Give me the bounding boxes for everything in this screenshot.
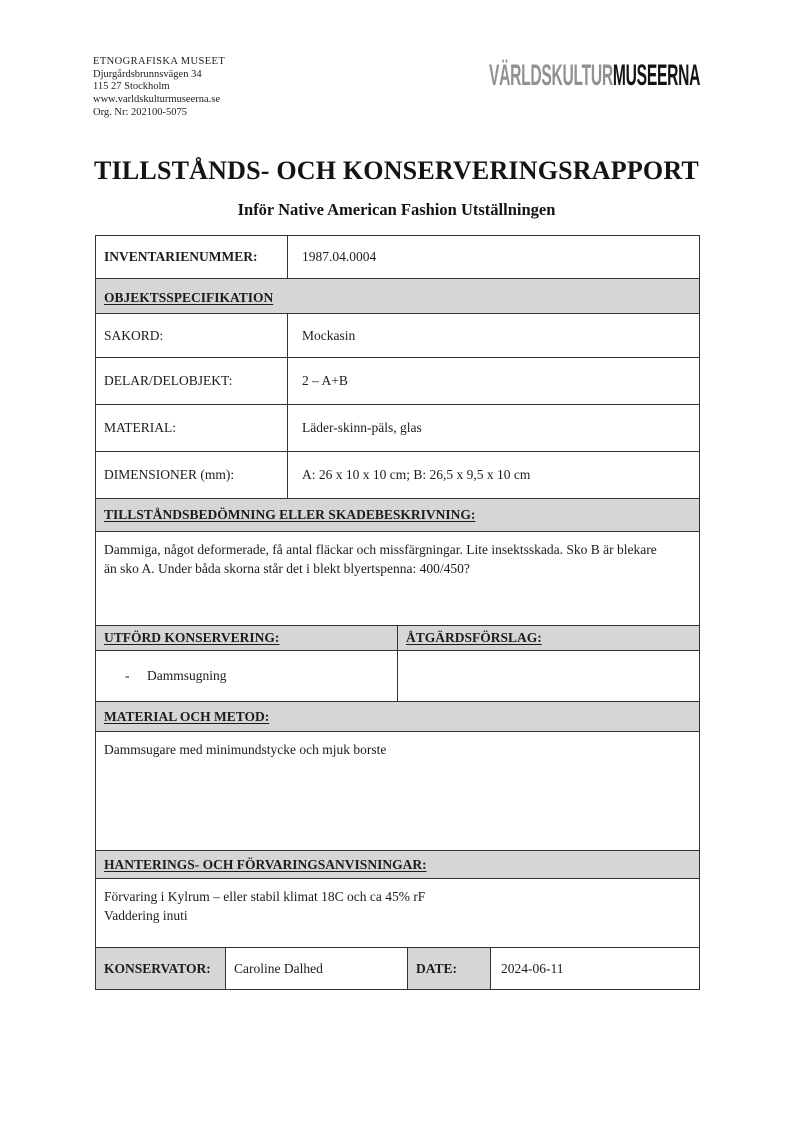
objektsspecifikation-heading: OBJEKTSSPECIFIKATION <box>104 289 274 305</box>
material-och-metod-text: Dammsugare med minimundstycke och mjuk borste <box>104 742 387 757</box>
performed-treatment-text: Dammsugning <box>147 668 227 683</box>
handling-text-line2: Vaddering inuti <box>104 908 188 923</box>
utford-konservering-heading: UTFÖRD KONSERVERING: <box>104 630 280 645</box>
handling-content-row <box>96 879 699 948</box>
condition-description-row <box>96 532 699 626</box>
material-och-metod-heading: MATERIAL OCH METOD: <box>104 708 270 724</box>
report-table <box>95 235 700 990</box>
performed-treatment-list-item <box>96 668 227 684</box>
handling-text-line1: Förvaring i Kylrum – eller stabil klimat 18C och ca 45% rF <box>104 889 426 904</box>
atgardsforslag-header-cell <box>398 626 699 650</box>
treatment-header-row <box>96 626 699 651</box>
logo-part-museerna: MUSEERNA <box>612 59 700 92</box>
page-subtitle: Inför Native American Fashion Utställningen <box>237 200 556 219</box>
treatment-content-row <box>96 651 699 702</box>
inventory-number-value: 1987.04.0004 <box>302 249 377 264</box>
sakord-value: Mockasin <box>302 327 356 343</box>
date-value: 2024-06-11 <box>501 960 564 976</box>
material-value: Läder-skinn-päls, glas <box>302 420 422 435</box>
dimensioner-label: DIMENSIONER (mm): <box>96 452 288 498</box>
condition-description-text: Dammiga, något deformerade, få antal fläckar och missfärgningar. Lite insektsskada. Sko B är blekare än sko A. Under båda skorna står det i blekt blyertspenna: 400/450? <box>104 542 657 576</box>
dimensioner-value: A: 26 x 10 x 10 cm; B: 26,5 x 9,5 x 10 cm <box>302 467 531 482</box>
table-row-dimensioner <box>96 452 699 499</box>
tillstandsbedomning-heading: TILLSTÅNDSBEDÖMNING ELLER SKADEBESKRIVNING: <box>104 507 476 522</box>
material-label: MATERIAL: <box>96 405 288 451</box>
page-title: TILLSTÅNDS- OCH KONSERVERINGSRAPPORT <box>94 156 699 185</box>
utford-konservering-header-cell <box>96 626 398 650</box>
sender-street: Djurgårdsbrunnsvägen 34 <box>93 68 202 80</box>
sakord-label: SAKORD: <box>96 314 288 357</box>
signature-row <box>96 948 699 990</box>
section-header-material-och-metod <box>96 702 699 732</box>
section-header-hanterings-forvaringsanvisningar <box>96 851 699 879</box>
material-och-metod-content-row <box>96 732 699 851</box>
inventory-number-row <box>96 236 699 279</box>
atgardsforslag-heading: ÅTGÄRDSFÖRSLAG: <box>406 630 542 645</box>
section-header-objektsspecifikation <box>96 279 699 314</box>
konservator-label: KONSERVATOR: <box>96 948 226 989</box>
table-row-delar-delobjekt <box>96 358 699 405</box>
varldskulturmuseerna-logo <box>489 61 700 91</box>
sender-address-block <box>93 56 225 120</box>
konservator-value: Caroline Dalhed <box>226 948 408 989</box>
delar-delobjekt-value: 2 – A+B <box>302 373 348 388</box>
hanterings-forvaringsanvisningar-heading: HANTERINGS- OCH FÖRVARINGSANVISNINGAR: <box>104 856 427 872</box>
date-label: DATE: <box>408 948 491 989</box>
inventory-number-label: INVENTARIENUMMER: <box>96 236 288 278</box>
handling-text-block <box>96 879 453 947</box>
atgardsforslag-content-cell <box>398 651 699 701</box>
utford-konservering-content-cell <box>96 651 398 701</box>
list-dash-bullet: - <box>125 668 130 683</box>
table-row-material <box>96 405 699 452</box>
sender-city: 115 27 Stockholm <box>93 81 170 93</box>
logo-part-varldskultur: VÄRLDSKULTUR <box>488 59 613 92</box>
sender-name: ETNOGRAFISKA MUSEET <box>93 56 226 67</box>
table-row-sakord <box>96 314 699 358</box>
sender-org-number: Org. Nr: 202100-5075 <box>93 106 188 118</box>
section-header-tillstandsbedomning <box>96 499 699 532</box>
sender-website: www.varldskulturmuseerna.se <box>93 94 221 106</box>
delar-delobjekt-label: DELAR/DELOBJEKT: <box>96 358 288 404</box>
